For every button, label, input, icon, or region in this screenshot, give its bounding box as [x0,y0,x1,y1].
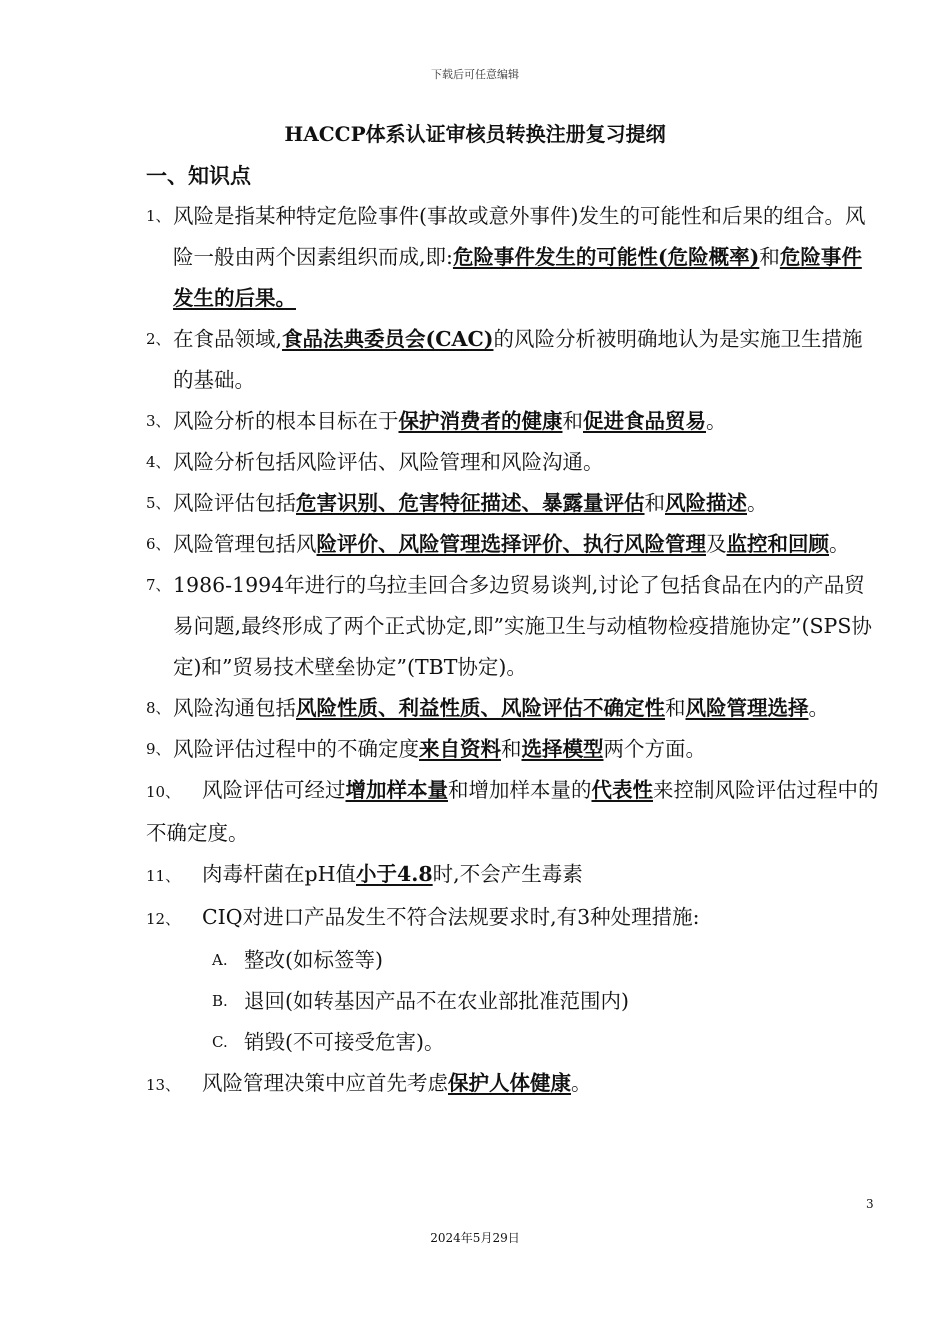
text: 和 [644,491,665,515]
list-item-3 [146,401,880,442]
item-number: 8、 [146,699,171,717]
list-item-2 [146,319,880,401]
key-point: 风险管理选择 [685,696,809,720]
text: 在食品领域, [173,327,283,351]
list-item-10 [146,770,880,854]
sub-item-a [146,940,880,981]
key-point: 危害识别、危害特征描述、暴露量评估 [296,491,645,515]
text: 风险分析包括风险评估、风险管理和风险沟通。 [173,450,604,474]
text: 销毁(不可接受危害)。 [244,1030,445,1054]
item-number: 9、 [146,740,171,758]
list-item-7 [146,565,880,688]
text: 来控制风险评估过程中的不确定度。 [146,778,879,845]
key-point: 保护消费者的健康 [398,409,563,433]
footer-date: 2024年5月29日 [430,1231,520,1245]
list-item-13 [146,1063,880,1106]
document-title: HACCP体系认证审核员转换注册复习提纲 [284,122,666,146]
text: 风险评估包括 [173,491,296,515]
text: 风险评估可经过 [202,778,346,802]
list-item-9 [146,729,880,770]
sub-item-letter: B. [212,992,228,1010]
key-point: 危险事件发生的可能性(危险概率) [452,245,760,269]
text: 整改(如标签等) [244,948,383,972]
key-point: 监控和回顾 [726,532,829,556]
item-number: 10、 [146,783,181,801]
list-item-5 [146,483,880,524]
sub-item-c [146,1022,880,1063]
key-point: 危险事件发生的后果。 [173,245,862,310]
text: 两个方面。 [603,737,706,761]
text: 退回(如转基因产品不在农业部批准范围内) [244,989,629,1013]
key-point: 代表性 [591,778,653,802]
item-number: 11、 [146,867,181,885]
item-number: 6、 [146,535,171,553]
item-number: 2、 [146,330,171,348]
text: 及 [706,532,727,556]
text: 风险分析的根本目标在于 [173,409,399,433]
key-point: 增加样本量 [345,778,448,802]
text: 和增加样本量的 [448,778,592,802]
list-item-11 [146,854,880,897]
sub-item-letter: A. [212,951,228,969]
list-item-12 [146,897,880,940]
text: 。 [747,491,768,515]
sub-item-b [146,981,880,1022]
key-point: 小于4.8 [356,862,433,886]
text: 的风险分析被明确地认为是实施卫生措施的基础。 [173,327,863,392]
page-number: 3 [866,1197,874,1211]
sub-item-letter: C. [212,1033,228,1051]
item-number: 3、 [146,412,171,430]
text: 风险评估过程中的不确定度 [173,737,419,761]
text: 风险管理包括风 [173,532,317,556]
text: 风险管理决策中应首先考虑 [202,1071,448,1095]
text: 和 [501,737,522,761]
key-point: 选择模型 [521,737,604,761]
key-point: 风险描述 [665,491,747,515]
item-number: 12、 [146,910,181,928]
key-point: 促进食品贸易 [583,409,706,433]
text: 。 [808,696,829,720]
text: 1986-1994年进行的乌拉圭回合多边贸易谈判,讨论了包括食品在内的产品贸易问题,最终形成了两个正式协定,即”实施卫生与动植物检疫措施协定”(SPS协定)和”贸易技术壁垒协定”(TBT协定)。 [173,573,872,679]
item-number: 13、 [146,1076,181,1094]
text: 风险沟通包括 [173,696,296,720]
text: 肉毒杆菌在pH值 [202,862,356,886]
text: 和 [665,696,686,720]
key-point: 来自资料 [419,737,501,761]
item-number: 7、 [146,576,171,594]
item-number: 5、 [146,494,171,512]
key-point: 风险性质、利益性质、风险评估不确定性 [296,696,665,720]
list-item-6 [146,524,880,565]
page-header: 下载后可任意编辑 [431,68,519,81]
content [146,196,880,1106]
key-point: 保护人体健康 [448,1071,571,1095]
text: 时,不会产生毒素 [432,862,583,886]
key-point: 食品法典委员会(CAC) [282,327,494,351]
text: 。 [571,1071,592,1095]
text: 。 [706,409,727,433]
list-item-8 [146,688,880,729]
key-point: 险评价、风险管理选择评价、执行风险管理 [316,532,706,556]
text: 和 [759,245,780,269]
text: CIQ对进口产品发生不符合法规要求时,有3种处理措施: [202,905,700,929]
text: 。 [829,532,850,556]
list-item-4 [146,442,880,483]
list-item-1 [146,196,880,319]
text: 和 [562,409,583,433]
section-heading: 一、知识点 [146,163,251,188]
text: 风险是指某种特定危险事件(事故或意外事件)发生的可能性和后果的组合。风险一般由两个因素组织而成,即: [173,204,866,269]
item-number: 1、 [146,207,171,225]
item-number: 4、 [146,453,171,471]
